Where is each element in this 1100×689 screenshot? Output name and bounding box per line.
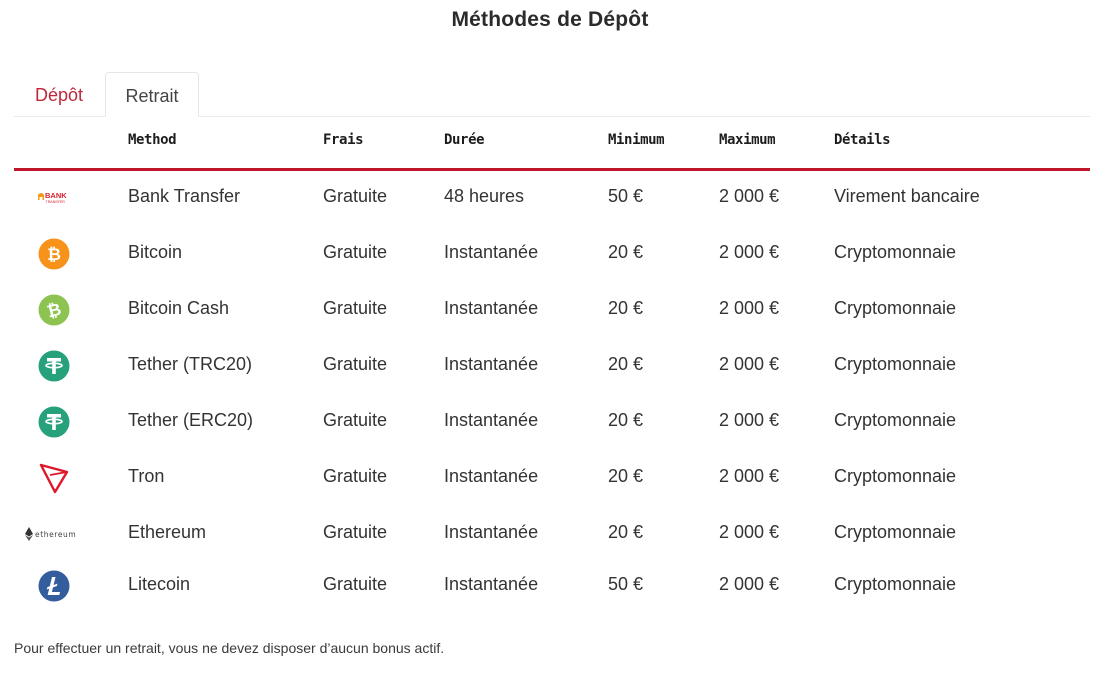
- litecoin-icon: [34, 570, 74, 602]
- maximum-value: 2 000 €: [719, 522, 780, 542]
- minimum-value: 20 €: [608, 466, 644, 486]
- method-name: Bank Transfer: [128, 186, 241, 206]
- duration-value: Instantanée: [444, 242, 539, 262]
- withdrawal-note: Pour effectuer un retrait, vous ne devez disposer d’aucun bonus actif.: [14, 640, 445, 656]
- duration-value: 48 heures: [444, 186, 525, 206]
- table-row: [14, 282, 1090, 338]
- fees-value: Gratuite: [323, 354, 388, 374]
- table-row: [14, 226, 1090, 282]
- header-minimum: Minimum: [608, 132, 665, 148]
- tab-deposit[interactable]: Dépôt: [34, 85, 84, 105]
- details-value: Virement bancaire: [834, 186, 980, 206]
- header-details: Détails: [834, 132, 891, 148]
- duration-value: Instantanée: [444, 410, 539, 430]
- duration-value: Instantanée: [444, 354, 539, 374]
- minimum-value: 20 €: [608, 298, 644, 318]
- fees-value: Gratuite: [323, 186, 388, 206]
- maximum-value: 2 000 €: [719, 298, 780, 318]
- details-value: Cryptomonnaie: [834, 242, 957, 262]
- method-name: Ethereum: [128, 522, 207, 542]
- details-value: Cryptomonnaie: [834, 410, 957, 430]
- minimum-value: 20 €: [608, 522, 644, 542]
- minimum-value: 20 €: [608, 242, 644, 262]
- table-row: [14, 506, 1090, 562]
- header-duration: Durée: [444, 132, 485, 148]
- page-title: Méthodes de Dépôt: [451, 8, 649, 31]
- bank-transfer-logo: [34, 182, 74, 214]
- method-name: Tron: [128, 466, 165, 486]
- tether-icon: [34, 350, 74, 382]
- details-value: Cryptomonnaie: [834, 574, 957, 594]
- tab-withdraw[interactable]: Retrait: [105, 72, 199, 117]
- tether-icon: [34, 406, 74, 438]
- bank-logo-text: BANK: [45, 191, 67, 200]
- header-method: Method: [128, 132, 177, 148]
- duration-value: Instantanée: [444, 522, 539, 542]
- fees-value: Gratuite: [323, 466, 388, 486]
- fees-value: Gratuite: [323, 298, 388, 318]
- maximum-value: 2 000 €: [719, 466, 780, 486]
- maximum-value: 2 000 €: [719, 574, 780, 594]
- duration-value: Instantanée: [444, 574, 539, 594]
- details-value: Cryptomonnaie: [834, 354, 957, 374]
- fees-value: Gratuite: [323, 522, 388, 542]
- fees-value: Gratuite: [323, 242, 388, 262]
- ethereum-logo: [24, 518, 84, 550]
- bitcoin-cash-icon: [34, 294, 74, 326]
- table-header: [14, 118, 1090, 171]
- details-value: Cryptomonnaie: [834, 522, 957, 542]
- fees-value: Gratuite: [323, 574, 388, 594]
- duration-value: Instantanée: [444, 466, 539, 486]
- minimum-value: 20 €: [608, 354, 644, 374]
- maximum-value: 2 000 €: [719, 354, 780, 374]
- table-row: [14, 394, 1090, 450]
- tab-bar: [14, 72, 1090, 117]
- tron-icon: [34, 462, 74, 494]
- minimum-value: 20 €: [608, 410, 644, 430]
- ethereum-logo-text: ethereum: [35, 530, 77, 539]
- method-name: Bitcoin Cash: [128, 298, 230, 318]
- header-fees: Frais: [323, 132, 364, 148]
- method-name: Tether (ERC20): [128, 410, 254, 430]
- transfer-logo-text: TRANSFER: [45, 200, 65, 204]
- duration-value: Instantanée: [444, 298, 539, 318]
- method-name: Bitcoin: [128, 242, 183, 262]
- details-value: Cryptomonnaie: [834, 466, 957, 486]
- svg-text:₿: ₿: [47, 245, 61, 265]
- method-name: Tether (TRC20): [128, 354, 253, 374]
- header-maximum: Maximum: [719, 132, 776, 148]
- bitcoin-icon: [34, 238, 74, 270]
- method-name: Litecoin: [128, 574, 191, 594]
- details-value: Cryptomonnaie: [834, 298, 957, 318]
- maximum-value: 2 000 €: [719, 242, 780, 262]
- minimum-value: 50 €: [608, 186, 644, 206]
- maximum-value: 2 000 €: [719, 186, 780, 206]
- maximum-value: 2 000 €: [719, 410, 780, 430]
- table-row: [14, 338, 1090, 394]
- minimum-value: 50 €: [608, 574, 644, 594]
- table-row: [14, 170, 1090, 226]
- fees-value: Gratuite: [323, 410, 388, 430]
- table-row: [14, 450, 1090, 506]
- svg-text:₿: ₿: [44, 299, 64, 323]
- table-row: [14, 558, 1090, 614]
